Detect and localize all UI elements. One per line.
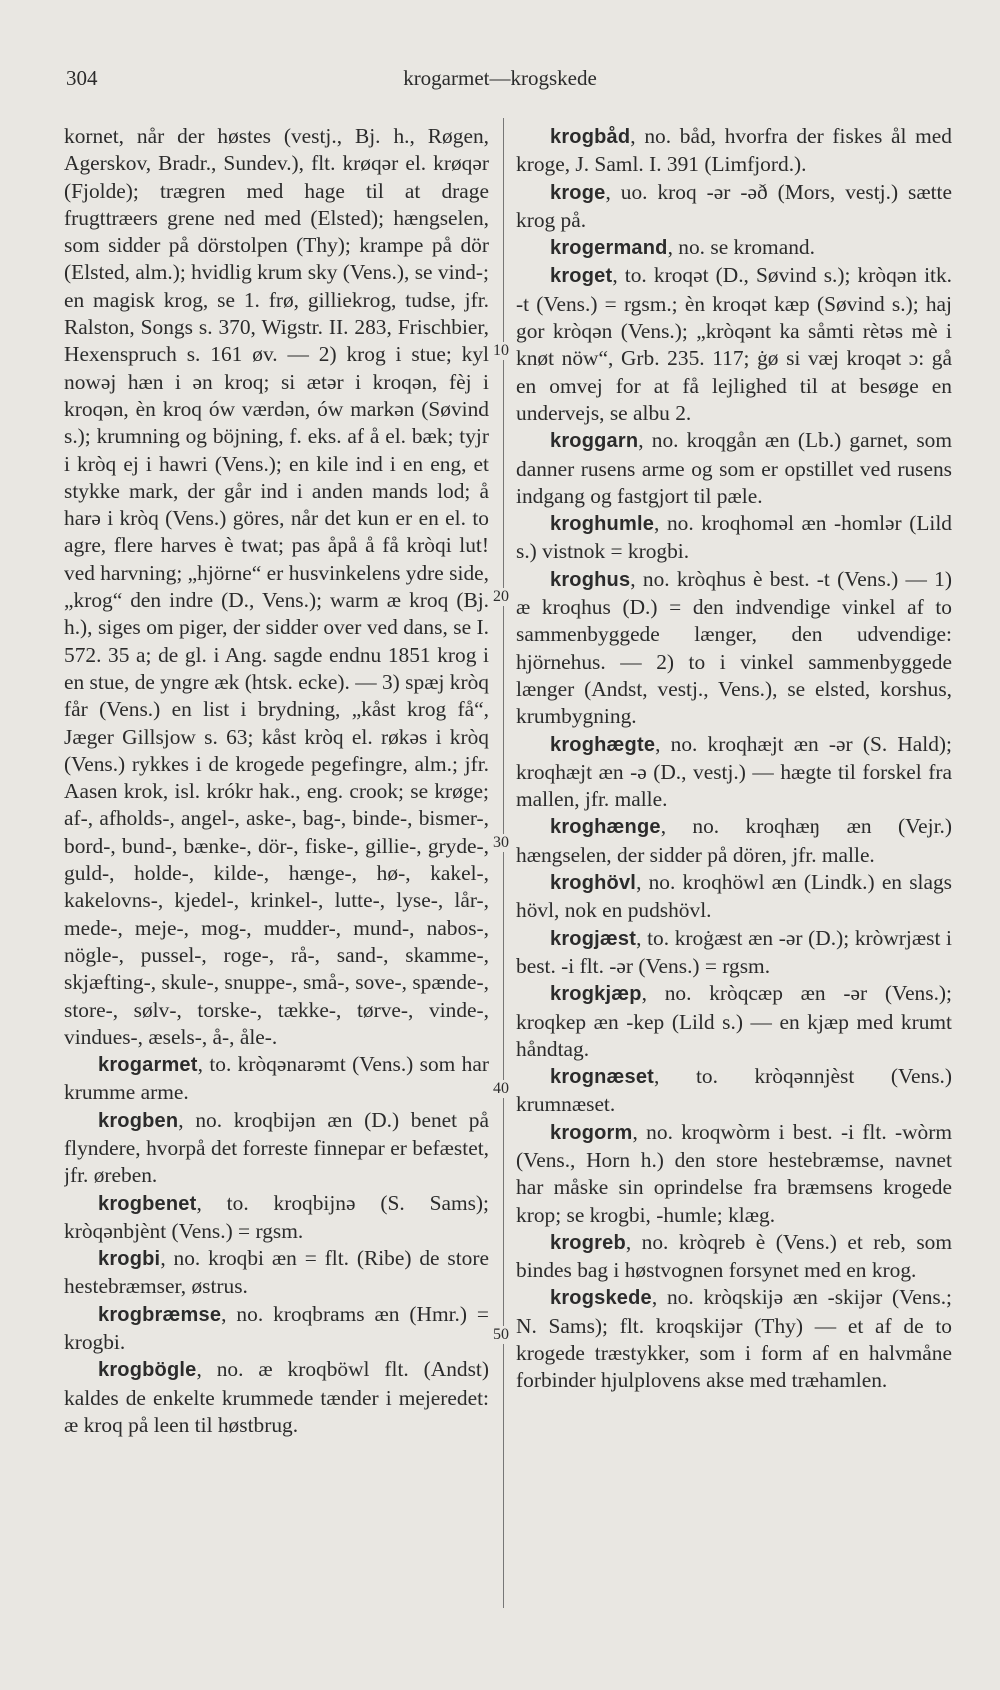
dictionary-entry (64, 1190, 489, 1246)
entry-headword: kroggarn (550, 430, 639, 453)
page-header (0, 66, 1000, 96)
dictionary-entry (516, 813, 952, 869)
dictionary-entry (64, 1051, 489, 1107)
entry-body: , no. kroqgån æn (Lb.) garnet, som danner rusens arme og som er opstillet ved rusens indgang og fastgjort til pæle. (516, 428, 952, 508)
entry-body: , no. kroqbrams æn (Hmr.) = krogbi. (64, 1301, 489, 1355)
entry-headword: krogbåd (550, 126, 631, 148)
entry-body: , no. kroqhæjt æn -ər (S. Hald); kroqhæjt æn -ə (D., vestj.) — hægte til forskel fra mallen, jfr. malle. (516, 731, 952, 812)
dictionary-entry (64, 1301, 489, 1357)
entry-body: , no. kroqwòrm i best. -i flt. -wòrm (Vens., Horn h.) den store hestebræmse, navnet har måske sin oprindelse fra bræmsens krogede krop; se krogbi, -humle; klæg. (516, 1119, 952, 1227)
entry-body: , no. kròqreb è (Vens.) et reb, som bindes bag i høstvognen forsynet med en krog. (516, 1229, 952, 1283)
entry-headword: krogbi (98, 1248, 161, 1271)
entry-body: , to. kroqbijnə (S. Sams); kròqənbjènt (Vens.) = rgsm. (64, 1190, 489, 1243)
entry-body: , to. kròqənarəmt (Vens.) som har krumme arme. (64, 1052, 489, 1105)
entry-body: , uo. kroq -ər -əð (Mors, vestj.) sætte krog på. (516, 179, 952, 232)
entry-body: , to. kròqənnjèst (Vens.) krumnæset. (516, 1064, 952, 1117)
entry-body: , no. båd, hvorfra der fiskes ål med kroge, J. Saml. I. 391 (Limfjord.). (516, 124, 952, 177)
dictionary-entry (64, 1356, 489, 1439)
entry-headword: krogarmet (98, 1054, 198, 1077)
entry-headword: kroghænge (550, 816, 661, 839)
entry-headword: krogjæst (550, 927, 637, 950)
line-number-marker: 50 (487, 1326, 515, 1344)
entry-body: , no. kroqhöwl æn (Lindk.) en slags hövl, nok en pudshövl. (516, 870, 952, 923)
entry-headword: krogreb (550, 1231, 626, 1254)
page-number: 304 (66, 66, 98, 90)
entry-headword: krogben (98, 1109, 179, 1132)
entry-headword: kroghægte (550, 733, 656, 756)
entry-body: , no. kròqhus è best. -t (Vens.) — 1) æ kroqhus (D.) = den indvendige vinkel af to sammenbyggede længer, den udvendige: hjörnehus. — 2) to i vinkel sammenbyggede længer (Andst, vestj., Vens.), se elsted, korshus, krumbygning. (516, 566, 952, 729)
dictionary-entry (516, 925, 952, 981)
entry-headword: krogskede (550, 1287, 652, 1310)
entry-body: , no. æ kroqböwl flt. (Andst) kaldes de enkelte krummede tænder i mejeredet: æ kroq på leen til høstbrug. (64, 1357, 489, 1437)
entry-headword: kroge (550, 181, 606, 204)
entry-continuation: kornet, når der høstes (vestj., Bj. h., Røgen, Agerskov, Bradr., Sundev.), flt. krøqər el. krøqər (Fjolde); trægren med hage til at drage frugttræers grene ned med (Elsted); hængselen, som sidder på dörstolpen (Thy); krampe på dör (Elsted, alm.); hvidlig krum sky (Vens.), se vind-; en magisk krog, se 1. frø, gilliekrog, tudse, jfr. Ralston, Songs s. 370, Wigstr. II. 283, Frischbier, Hexenspruch s. 161 øv. — 2) krog i stue; kyl nowəj hæn i ən kroq; si ætər i kroqən, fèj i kroqən, èn kroq ów værdən, ów markən (Søvind s.); krumning og böjning, f. eks. af å el. bæk; tyjr i kròq ej i hawri (Vens.); en kile ind i en eng, et stykke mark, der går ind i anden mands lod; å harə i kròq (Vens.) göres, når det kun er en el. to agre, flere harves è twat; pas åpå å få kròqi lut! ved harvning; „hjörne“ er husvinkelens ydre side, „krog“ den indre (D., Vens.); warm æ kroq (Bj. h.), siges om piger, der sidder over ved dans, se I. 572. 35 a; de gl. i Ang. sagde endnu 1851 krog i en stue, de yngre æk (htsk. ecke). — 3) spæj kròq får (Vens.) en list i brydning, „kåst krog få“, Jæger Gillsjow s. 63; kåst kròq el. røkəs i kròq (Vens.) rykkes i de krogede pegefingre, alm.; jfr. Aasen krok, isl. krókr hak., eng. crook; se krøge; af-, afholds-, angel-, aske-, bag-, binde-, bismer-, bord-, bund-, bænke-, dör-, fiske-, gillie-, gryde-, guld-, holde-, kilde-, hænge-, hø-, kakel-, kakelovns-, kjedel-, krinkel-, lutte-, lyse-, lår-, mede-, meje-, mog-, mudder-, mund-, nabos-, nögle-, pussel-, roge-, rå-, sand-, skamme-, skjæfting-, skule-, snuppe-, små-, sove-, spænde-, store-, sølv-, torske-, tække-, tørve-, vinde-, vindues-, æsels-, å-, åle-. (64, 124, 489, 1049)
dictionary-entry (64, 1245, 489, 1301)
line-number-marker: 10 (487, 342, 515, 360)
dictionary-entry (516, 510, 952, 566)
line-number-marker: 20 (487, 588, 515, 606)
dictionary-entry (64, 1107, 489, 1190)
dictionary-entry (516, 1063, 952, 1119)
entry-headword: krogermand (550, 237, 668, 260)
entry-body: , no. kròqskijə æn -skijər (Vens.; N. Sams); flt. kroqskijər (Thy) — et af de to krogede træstykker, som i form af en halvmåne forbinder hjulplovens akse med træhamlen. (516, 1285, 952, 1393)
dictionary-entry (516, 123, 952, 179)
entry-headword: krognæset (550, 1066, 655, 1089)
line-number-marker: 40 (487, 1080, 515, 1098)
dictionary-entry (516, 179, 952, 235)
left-column (64, 123, 489, 1663)
dictionary-entry (516, 1229, 952, 1285)
entry-body: , no. se kromand. (667, 235, 815, 260)
dictionary-entry (516, 980, 952, 1063)
dictionary-entry (516, 234, 952, 262)
entry-headword: krogbenet (98, 1192, 197, 1215)
entry-headword: krogbræmse (98, 1303, 222, 1326)
entry-body: , no. kròqcæp æn -ər (Vens.); kroqkep æn -kep (Lild s.) — en kjæp med krumt håndtag. (516, 981, 952, 1061)
entry-body: , no. kroqhoməl æn -homlər (Lild s.) vistnok = krogbi. (516, 511, 952, 564)
entry-body: , to. kroqət (D., Søvind s.); kròqən itk. -t (Vens.) = rgsm.; èn kroqət kæp (Søvind s.); haj gor kròqən (Vens.); „kròqənt ka såmti rètəs mè i knøt nöw“, Grb. 235. 117; ġø si væj kroqət ɔ: gå en omvej for at få lejlighed til at besøge en undervejs, se albu 2. (516, 263, 952, 425)
entry-headword: kroghumle (550, 513, 655, 536)
dictionary-entry (516, 262, 952, 427)
entry-body: , no. kroqhæŋ æn (Vejr.) hængselen, der sidder på dören, jfr. malle. (516, 814, 952, 867)
entry-body: , to. kroġæst æn -ər (D.); kròwrjæst i best. -i flt. -ər (Vens.) = rgsm. (516, 925, 952, 978)
running-head: krogarmet—krogskede (403, 66, 597, 90)
entry-headword: kroget (550, 265, 613, 288)
entry-body: , no. kroqbi æn = flt. (Ribe) de store hestebræmser, østrus. (64, 1246, 489, 1299)
dictionary-entry (516, 566, 952, 731)
entry-headword: krogbögle (98, 1359, 197, 1382)
entry-body: , no. kroqbijən æn (D.) benet på flyndere, hvorpå det forreste finnepar er befæstet, jfr. øreben. (64, 1107, 489, 1188)
dictionary-entry (516, 427, 952, 510)
dictionary-entry (516, 1284, 952, 1394)
entry-headword: kroghövl (550, 872, 637, 895)
dictionary-entry (516, 869, 952, 925)
entry-headword: kroghus (550, 568, 631, 591)
right-column (516, 123, 952, 1663)
line-number-marker: 30 (487, 834, 515, 852)
dictionary-entry (516, 1119, 952, 1229)
entry-headword: krogorm (550, 1121, 633, 1144)
dictionary-entry (516, 731, 952, 814)
entry-headword: krogkjæp (550, 983, 642, 1006)
